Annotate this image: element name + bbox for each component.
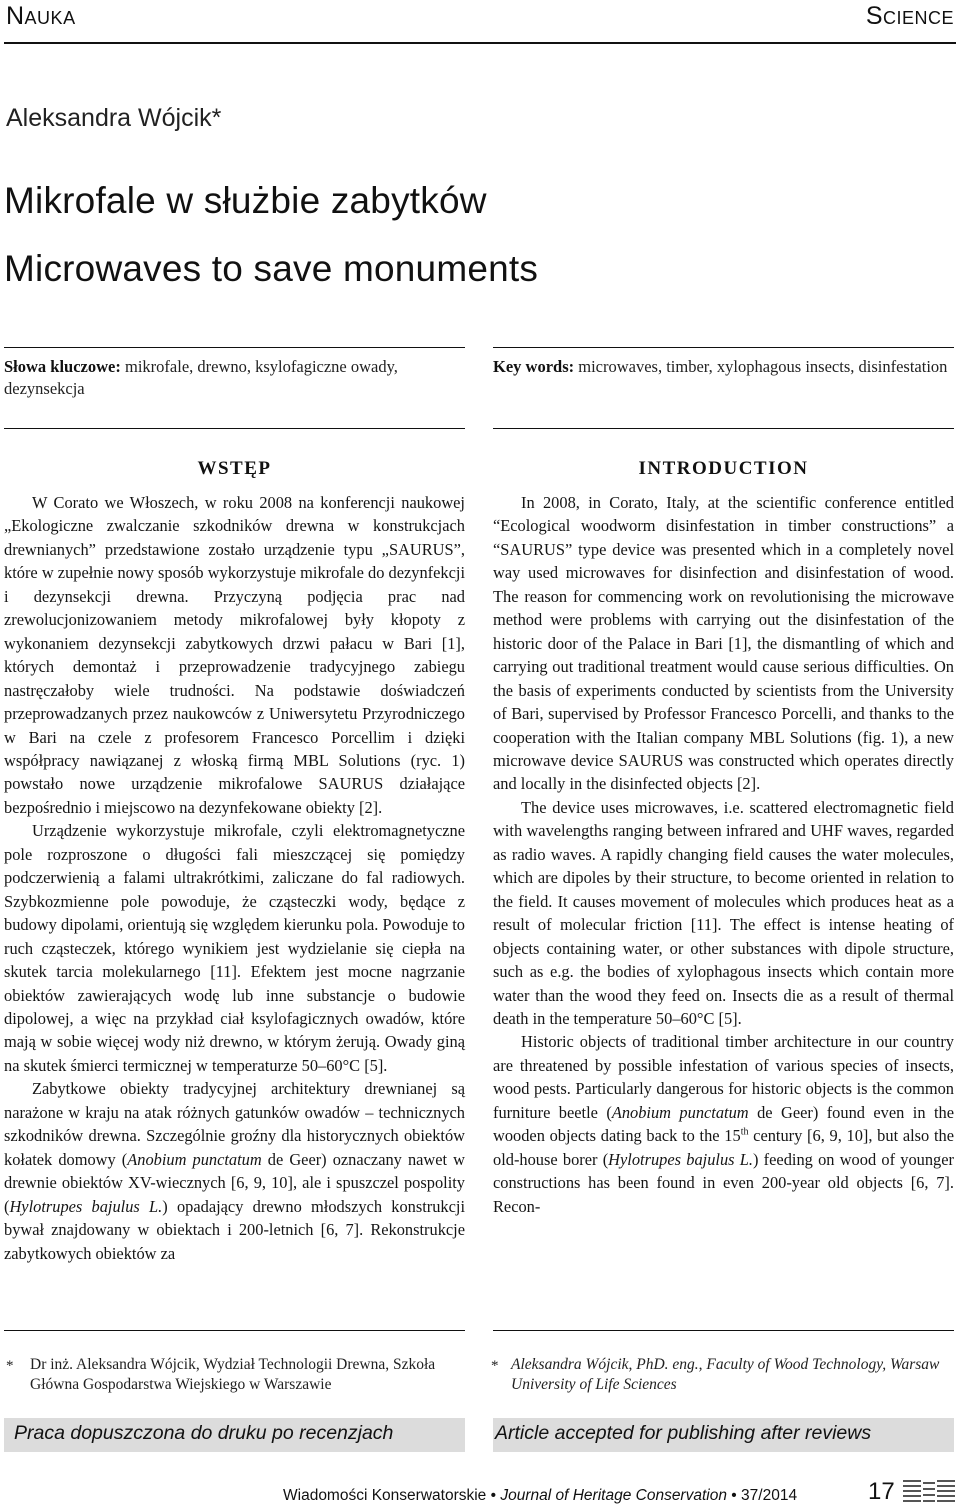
- footer-separator-2: •: [731, 1487, 737, 1504]
- section-label-polish: Nauka: [6, 2, 76, 30]
- journal-name-polish: Wiadomości Konserwatorskie: [283, 1487, 487, 1504]
- species-name-anobium-en: Anobium punctatum: [611, 1102, 749, 1122]
- journal-logo-icon: [903, 1479, 955, 1505]
- keywords-label-polish: Słowa kluczowe:: [4, 357, 121, 376]
- footnote-english-text: Aleksandra Wójcik, PhD. eng., Faculty of Wood Technology, Warsaw University of Life Sciences: [511, 1356, 940, 1393]
- article-title-polish: Mikrofale w służbie zabytków: [4, 180, 487, 221]
- section-heading-english: INTRODUCTION: [638, 458, 809, 479]
- paragraph-polish-3-part-b: de Geer) oznaczany nawet w drewnie obiektów XV-wiecznych [6, 9, 10], ale i spuszczel pospolity (: [4, 1149, 466, 1216]
- paragraph-polish-1: W Corato we Włoszech, w roku 2008 na konferencji naukowej „Ekologiczne zwalczanie szkodników drewna w konstrukcjach drewnianych” przedstawione zostało urządzenie typu „SAURUS”, które w zupełnie nowy sposób wykorzystuje mikrofale do dezynfekcji i dezynsekcji drewna. Przyczyną podjęcia prac nad zrewolucjonizowaniem metody mikrofalowej były kłopoty z wykonaniem dezynsekcji zabytkowych drzwi pałacu w Bari [1], których demontaż i przeprowadzenie tradycyjnego zabiegu nastręczałoby wiele trudności. Na podstawie doświadczeń przeprowadzanych przez naukowców z Uniwersytetu Przyrodniczego w Bari na czele z profesorem Francesco Porcellim i dzięki współpracy nawiązanej z włoską firmą MBL Solutions (ryc. 1) powstało nowe urządzenie mikrofalowe SAURUS działające bezpośrednio i miejscowo na dezynfekowane obiekty [2].: [4, 493, 465, 817]
- section-rule-english: [493, 428, 954, 429]
- footnote-rule-english: [493, 1330, 954, 1331]
- body-column-polish: [4, 491, 465, 1265]
- paragraph-polish-3: [4, 1077, 465, 1265]
- paragraph-english-2: The device uses microwaves, i.e. scattered electromagnetic field with wavelengths ranging between infrared and UHF waves, regarded as radio waves. A rapidly changing field causes the water molecules, which are dipoles by their structure, to become oriented in relation to the field. It causes movement of molecules which produces heat as a result of molecular friction [11]. The effect is intense heating of objects containing water, or other substances with dipole structure, such as e.g. the bodies of xylophagous insects which contain more water than the wood they feed on. Insects die as a result of thermal death in the temperature 50–60°C [5].: [493, 797, 954, 1028]
- footnote-star-icon-en: *: [491, 1358, 499, 1374]
- ordinal-suffix: th: [740, 1126, 749, 1138]
- keywords-label-english: Key words:: [493, 357, 575, 376]
- paragraph-english-3-part-d: ) feeding on wood of younger constructions has been found in even 200-year old objects [6, 7]. Recon-: [493, 1149, 954, 1216]
- journal-name-english: Journal of Heritage Conservation: [500, 1487, 727, 1504]
- footer-separator: •: [490, 1487, 497, 1504]
- review-note-english: Article accepted for publishing after reviews: [495, 1422, 872, 1444]
- paragraph-english-3-part-a: Historic objects of traditional timber architecture in our country are threatened by possible infestation of various species of insects, wood pests. Particularly dangerous for historic objects is the common furniture beetle (: [493, 1032, 954, 1122]
- keywords-english: [493, 356, 954, 378]
- header-rule: [4, 42, 956, 44]
- article-author: Aleksandra Wójcik*: [6, 104, 222, 132]
- paragraph-english-3: [493, 1030, 954, 1218]
- journal-issue: 37/2014: [741, 1487, 798, 1504]
- paragraph-english-1: In 2008, in Corato, Italy, at the scientific conference entitled “Ecological woodworm disinfestation in timber constructions” a “SAURUS” type device was presented which in a completely novel way used microwaves for disinfection and disinfestation of wood. The reason for commencing work on revolutionising the microwave method were problems with carrying out the disinfestation of the historic door of the Palace in Bari [1], the dismantling of which and carrying out traditional treatment would cause serious difficulties. On the basis of experiments conducted by scientists from the University of Bari, supervised by Professor Francesco Porcelli, and thanks to the cooperation with the Italian company MBL Solutions (fig. 1), a new microwave device SAURUS was constructed which operates directly and locally in the disinfected objects [2].: [493, 493, 954, 794]
- species-name-hylotrupes: Hylotrupes bajulus L.: [9, 1196, 163, 1216]
- keywords-text-english: microwaves, timber, xylophagous insects, disinfestation: [578, 357, 948, 376]
- section-rule-polish: [4, 428, 465, 429]
- footnote-polish-text: Dr inż. Aleksandra Wójcik, Wydział Technologii Drewna, Szkoła Główna Gospodarstwa Wiejskiego w Warszawie: [30, 1356, 436, 1393]
- paragraph-english-3-part-b: de Geer) found even in the wooden objects dating back to the 15: [493, 1102, 954, 1146]
- paragraph-english-3-part-c: century [6, 9, 10], but also the old-house borer (: [493, 1126, 954, 1169]
- paragraph-polish-3-part-a: Zabytkowe obiekty tradycyjnej architektury drewnianej są narażone w kraju na atak różnych gatunków owadów – technicznych szkodników drewna. Szczególnie groźny dla historycznych obiektów kołatek domowy (: [4, 1079, 465, 1169]
- paragraph-polish-2: Urządzenie wykorzystuje mikrofale, czyli elektromagnetyczne pole rozproszone o długości fali mieszczącej się pomiędzy podczerwienią a falami ultrakrótkimi, zaliczane do fal radiowych. Szybkozmienne pole powoduje, że cząsteczki wody, będące z budowy dipolami, orientują się względem kierunku pola. Powoduje to ruch cząsteczek, którego wynikiem jest wydzielanie się ciepła na skutek tarcia molekularnego [11]. Efektem jest mocne nagrzanie obiektów zawierających wodę lub inne substancje o budowie dipolowej, a więc na przykład ciał ksylofagicznych owadów, które mają w sobie więcej wody niż drewno, w którym żerują. Owady giną na skutek śmierci termicznej w temperaturze 50–60°C [5].: [4, 821, 465, 1075]
- keywords-rule-english: [493, 347, 954, 348]
- species-name-hylotrupes-en: Hylotrupes bajulus L.: [608, 1149, 753, 1169]
- species-name-anobium: Anobium punctatum: [127, 1149, 262, 1169]
- footnote-star-icon: *: [6, 1358, 14, 1374]
- section-heading-polish: WSTĘP: [197, 458, 272, 479]
- article-title-english: Microwaves to save monuments: [4, 248, 539, 289]
- keywords-polish: [4, 356, 465, 400]
- review-note-polish: Praca dopuszczona do druku po recenzjach: [14, 1422, 394, 1444]
- section-label-english: Science: [865, 2, 954, 30]
- keywords-text-polish: mikrofale, drewno, ksylofagiczne owady, dezynsekcja: [4, 357, 398, 398]
- footnote-rule-polish: [4, 1330, 465, 1331]
- body-column-english: [493, 491, 954, 1218]
- page-number: 17: [868, 1478, 895, 1505]
- paragraph-polish-3-part-c: ) opadający drewno młodszych konstrukcji bywał znajdowany w obiektach i 200-letnich [6, 7]. Rekonstrukcje zabytkowych obiektów za: [4, 1196, 466, 1263]
- footnote-english: [493, 1355, 954, 1395]
- journal-footer: [283, 1487, 797, 1505]
- keywords-rule-polish: [4, 347, 465, 348]
- footnote-polish: [4, 1355, 465, 1395]
